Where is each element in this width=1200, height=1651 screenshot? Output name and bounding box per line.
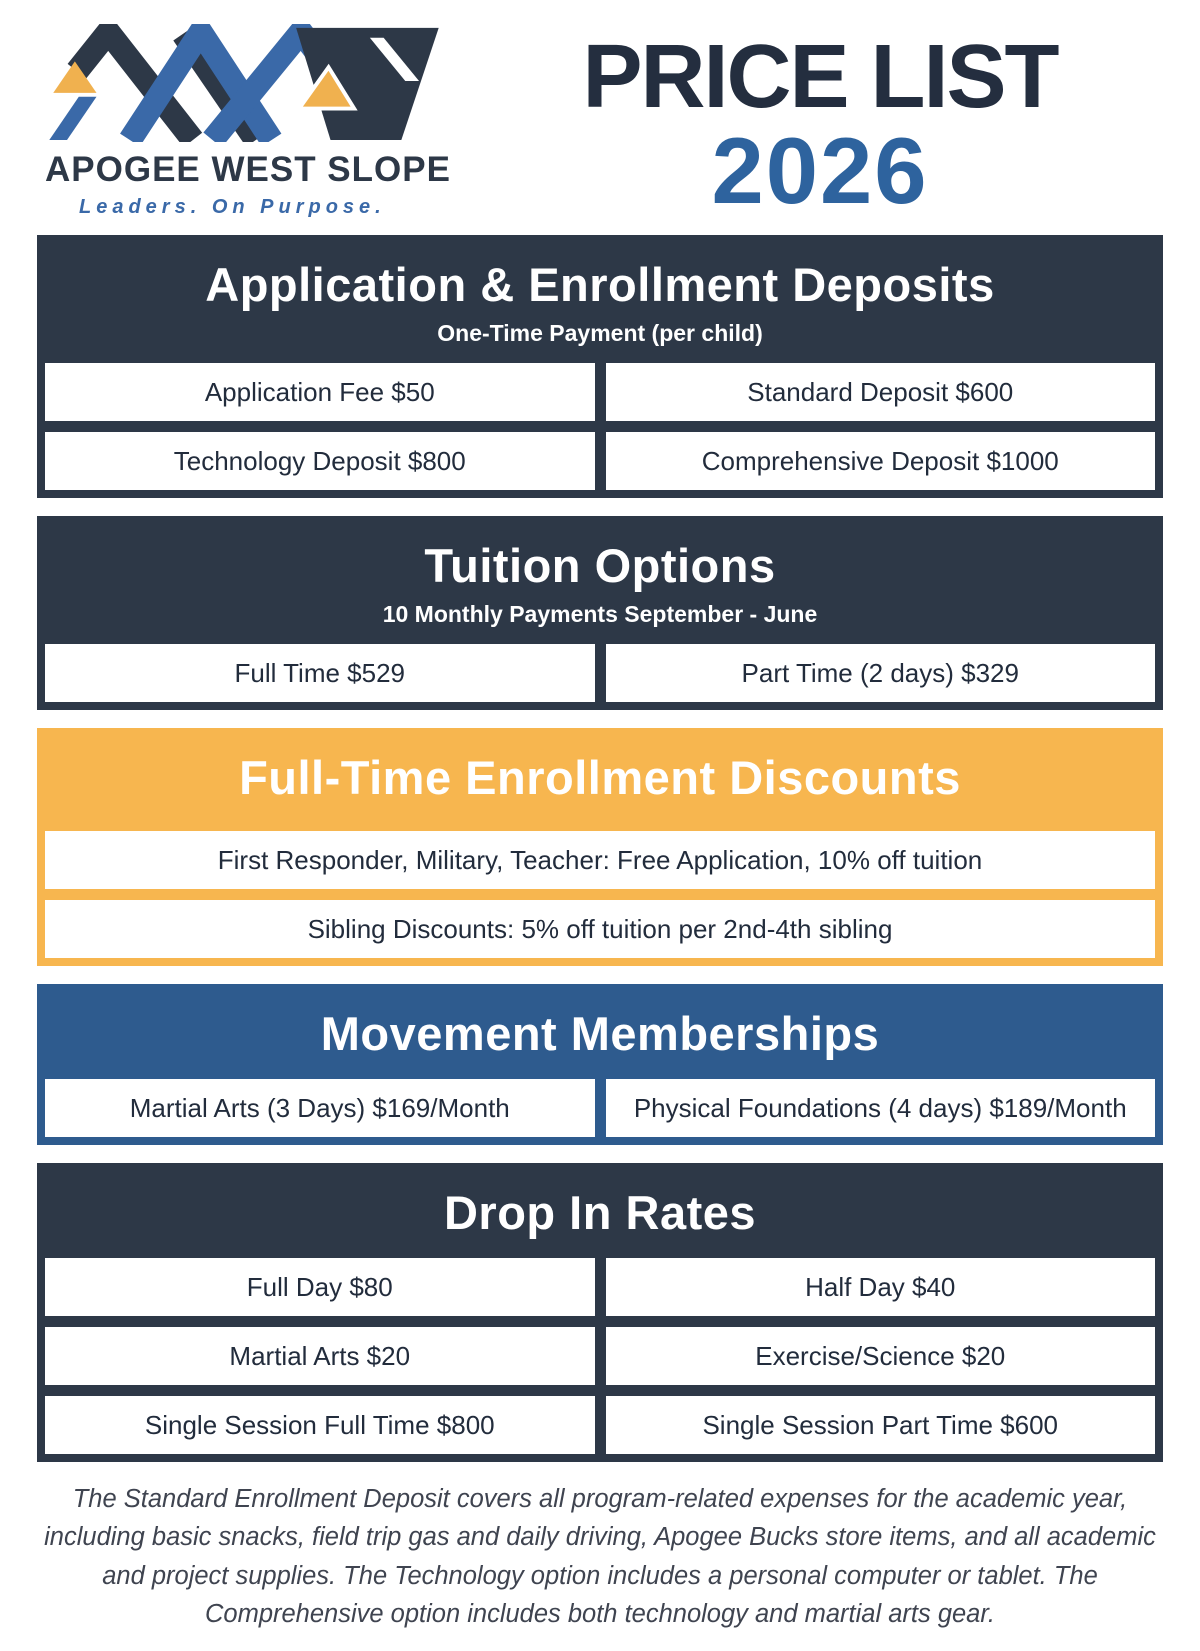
- logo: [37, 24, 477, 219]
- price-cell: Part Time (2 days) $329: [606, 644, 1156, 702]
- price-cell: Technology Deposit $800: [45, 432, 595, 490]
- memberships-grid: [45, 1079, 1155, 1137]
- price-cell: Standard Deposit $600: [606, 363, 1156, 421]
- section-memberships: [37, 984, 1163, 1145]
- price-cell: Comprehensive Deposit $1000: [606, 432, 1156, 490]
- footer: [37, 1480, 1163, 1633]
- price-cell: Full Time $529: [45, 644, 595, 702]
- discounts-grid: [45, 831, 1155, 958]
- section-dropin-title: Drop In Rates: [443, 1186, 757, 1239]
- deposits-grid: [45, 363, 1155, 490]
- price-cell: Martial Arts $20: [45, 1327, 595, 1385]
- section-discounts: [37, 728, 1163, 966]
- footer-note: The Standard Enrollment Deposit covers all program-related expenses for the academic year, including basic snacks, field trip gas and daily driving, Apogee Bucks store items, and all academic and project supplies. The Technology option includes a personal computer or tablet. The Comprehensive option includes both technology and martial arts gear.: [44, 1485, 1156, 1628]
- price-cell: Full Day $80: [45, 1258, 595, 1316]
- price-cell: Sibling Discounts: 5% off tuition per 2nd-4th sibling: [45, 900, 1155, 958]
- section-deposits: [37, 235, 1163, 498]
- section-dropin: [37, 1163, 1163, 1462]
- price-cell: Martial Arts (3 Days) $169/Month: [45, 1079, 595, 1137]
- section-discounts-title: Full-Time Enrollment Discounts: [239, 751, 961, 804]
- dropin-grid: [45, 1258, 1155, 1454]
- price-cell: First Responder, Military, Teacher: Free Application, 10% off tuition: [45, 831, 1155, 889]
- price-cell: Single Session Part Time $600: [606, 1396, 1156, 1454]
- page-title-year: 2026: [711, 118, 929, 223]
- price-cell: Exercise/Science $20: [606, 1327, 1156, 1385]
- header: [37, 24, 1163, 223]
- price-cell: Single Session Full Time $800: [45, 1396, 595, 1454]
- section-tuition-subtitle: 10 Monthly Payments September - June: [382, 601, 818, 627]
- logo-tagline: Leaders. On Purpose.: [79, 196, 386, 218]
- section-memberships-title: Movement Memberships: [320, 1007, 880, 1060]
- section-tuition-title: Tuition Options: [424, 539, 776, 592]
- page-title-text: PRICE LIST: [582, 27, 1058, 127]
- tuition-grid: [45, 644, 1155, 702]
- aws-logo-icon: [45, 24, 443, 142]
- section-deposits-title: Application & Enrollment Deposits: [205, 258, 995, 311]
- section-deposits-subtitle: One-Time Payment (per child): [437, 320, 763, 346]
- price-cell: Half Day $40: [606, 1258, 1156, 1316]
- logo-wordmark: APOGEE WEST SLOPE: [45, 150, 451, 189]
- price-cell: Physical Foundations (4 days) $189/Month: [606, 1079, 1156, 1137]
- section-tuition: [37, 516, 1163, 710]
- price-cell: Application Fee $50: [45, 363, 595, 421]
- page-title: [477, 24, 1163, 223]
